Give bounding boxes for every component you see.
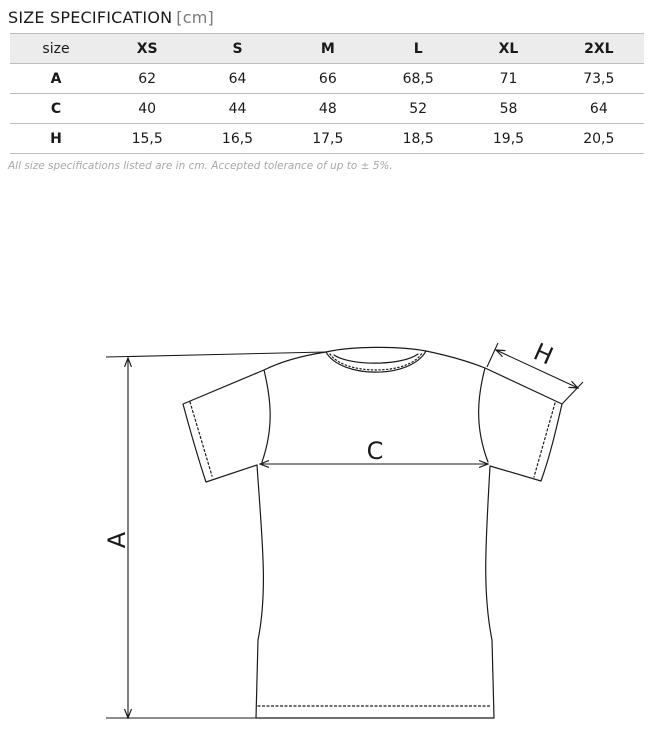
table-cell: 68,5 [373, 64, 463, 94]
table-cell: 16,5 [192, 124, 282, 154]
title-main: SIZE SPECIFICATION [8, 8, 173, 27]
table-cell: 64 [554, 94, 644, 124]
table-cell: 58 [463, 94, 553, 124]
sleeve-hem-right [534, 403, 555, 477]
row-label: A [10, 64, 102, 94]
row-label: C [10, 94, 102, 124]
table-cell: 18,5 [373, 124, 463, 154]
title-unit: [cm] [176, 8, 214, 27]
tolerance-note: All size specifications listed are in cm. Accepted tolerance of up to ± 5%. [8, 160, 393, 172]
collar-rib [330, 353, 422, 370]
collar-outer [326, 347, 426, 372]
label-h: H [529, 337, 558, 371]
tshirt-outline [183, 351, 562, 718]
header-cell: L [373, 34, 463, 64]
header-cell: 2XL [554, 34, 644, 64]
table-cell: 15,5 [102, 124, 192, 154]
header-cell: S [192, 34, 282, 64]
table-cell: 66 [283, 64, 373, 94]
header-cell: size [10, 34, 102, 64]
table-cell: 48 [283, 94, 373, 124]
table-cell: 17,5 [283, 124, 373, 154]
header-cell: XL [463, 34, 553, 64]
collar-inner [334, 354, 418, 363]
dimension-h-guide-top [487, 343, 498, 367]
table-cell: 19,5 [463, 124, 553, 154]
row-label: H [10, 124, 102, 154]
table-cell: 52 [373, 94, 463, 124]
table-cell: 20,5 [554, 124, 644, 154]
dimension-a-top-guide [106, 352, 326, 357]
table-cell: 64 [192, 64, 282, 94]
table-cell: 44 [192, 94, 282, 124]
header-cell: M [283, 34, 373, 64]
table-cell: 40 [102, 94, 192, 124]
shoulder-seam-right [479, 368, 488, 462]
label-a: A [103, 531, 131, 549]
table-cell: 71 [463, 64, 553, 94]
table-cell: 73,5 [554, 64, 644, 94]
table-cell: 62 [102, 64, 192, 94]
header-cell: XS [102, 34, 192, 64]
label-c: C [366, 437, 384, 465]
shoulder-seam-left [262, 370, 270, 462]
